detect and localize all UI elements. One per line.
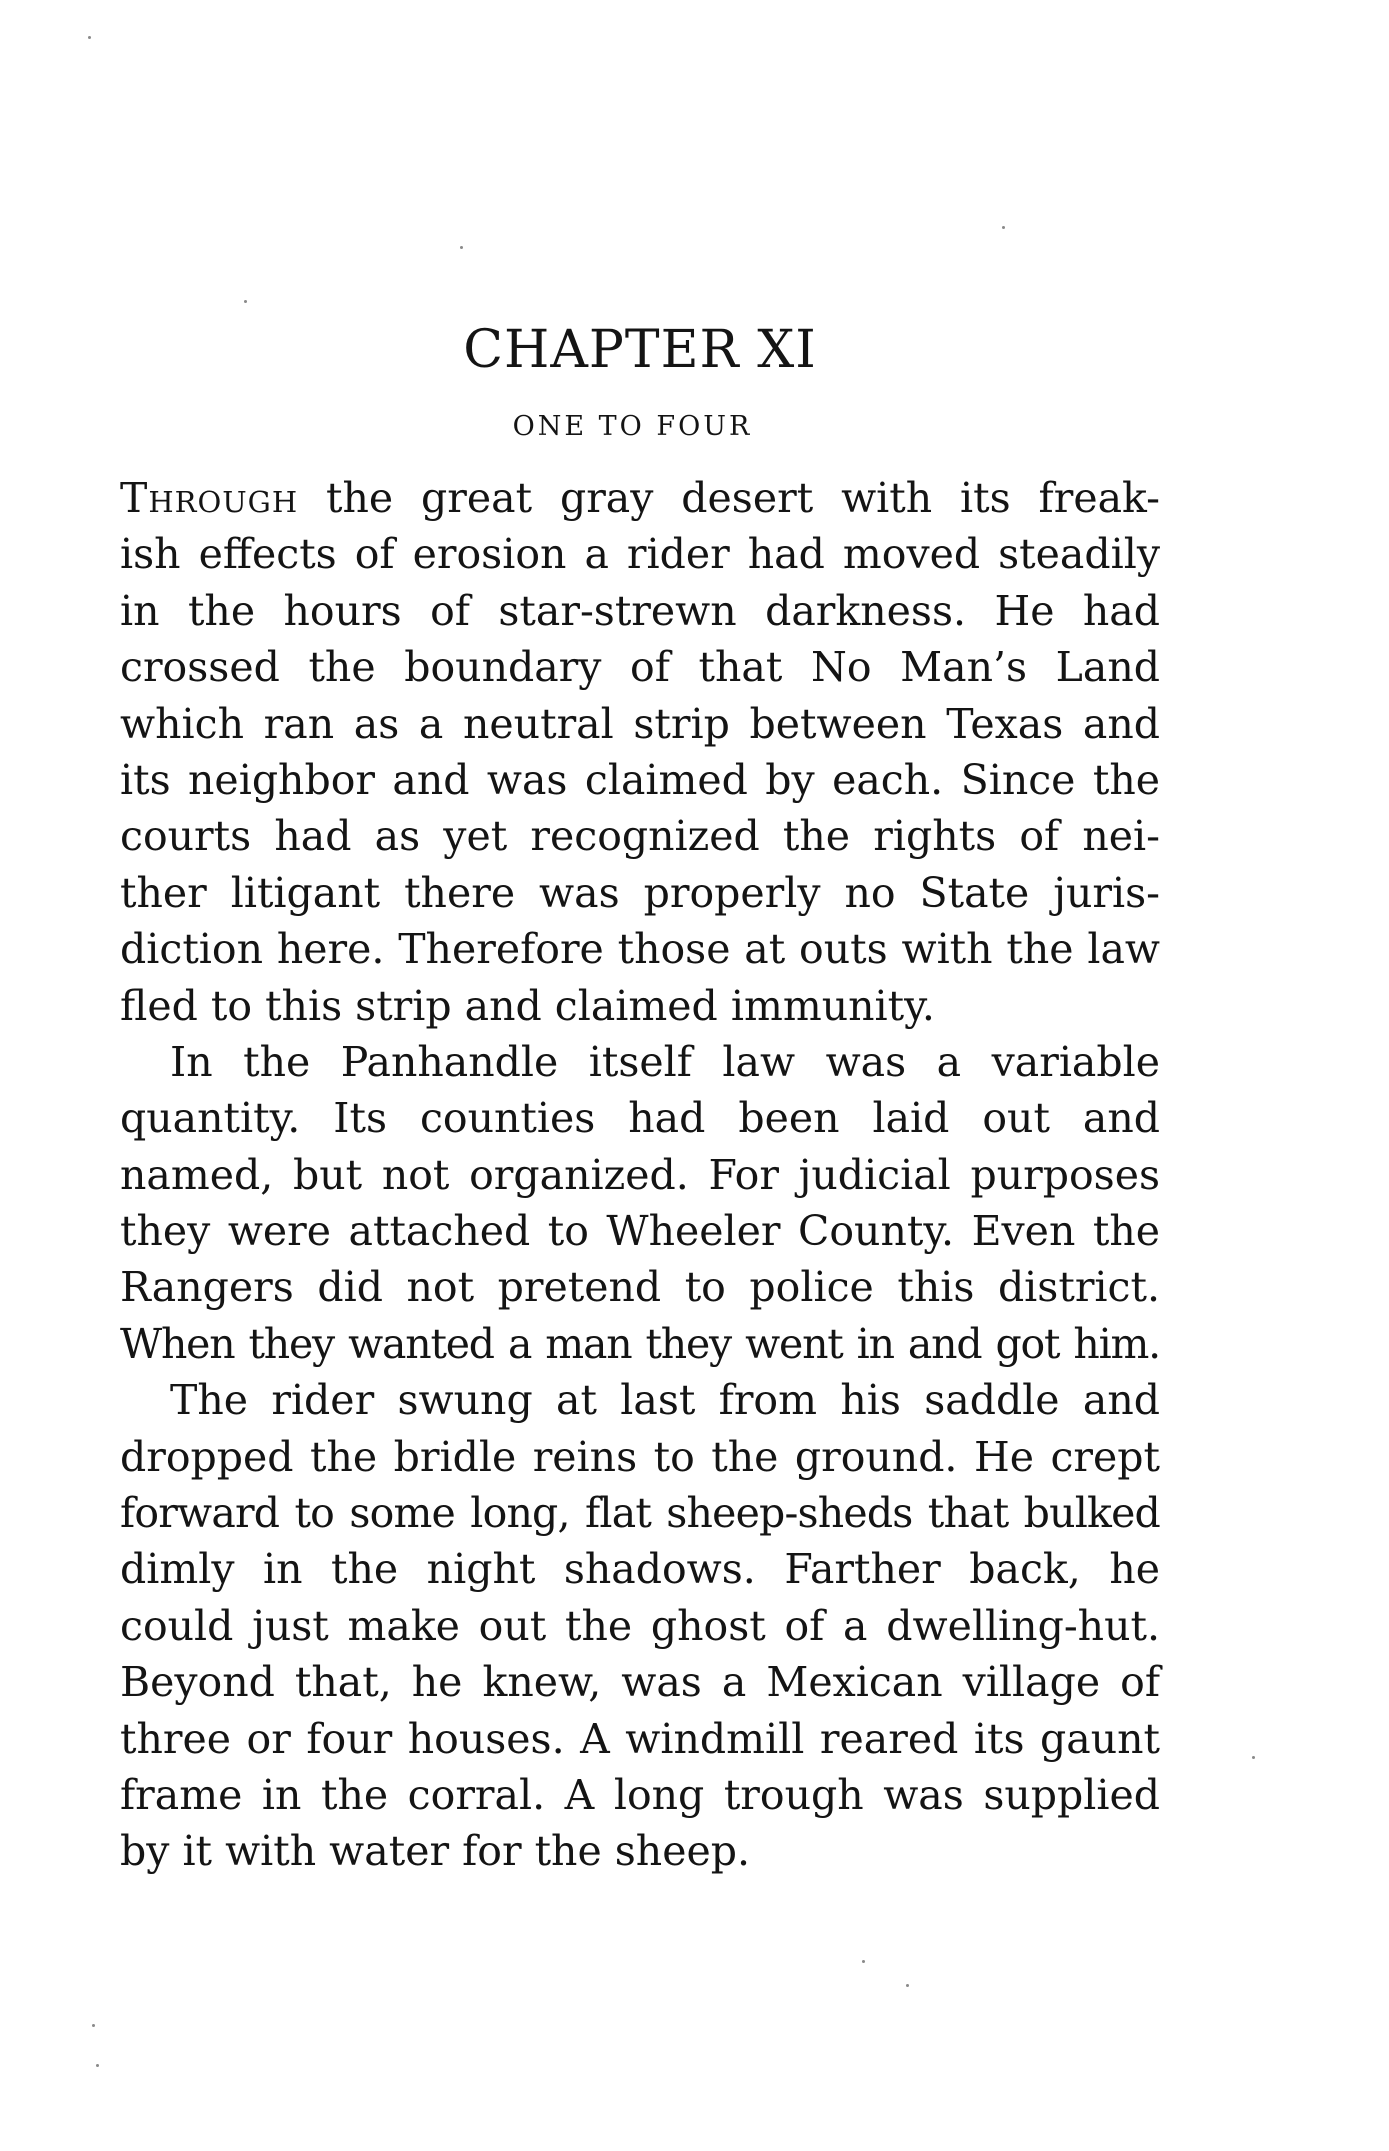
text-line: fled to this strip and claimed immunity.	[120, 981, 935, 1030]
text-line: which ran as a neutral strip between Texas and	[120, 699, 1160, 748]
chapter-subtitle: ONE TO FOUR	[512, 411, 753, 442]
paragraph-2	[120, 1034, 1160, 1372]
text-line: named, but not organized. For judicial purposes	[120, 1150, 1160, 1199]
text-line: crossed the boundary of that No Man’s Land	[120, 643, 1160, 692]
text-line: courts had as yet recognized the rights of nei-	[120, 812, 1160, 861]
text-line: they were attached to Wheeler County. Even the	[120, 1207, 1160, 1256]
text-line: forward to some long, flat sheep-sheds that bulked	[120, 1489, 1160, 1538]
text-line	[120, 470, 1160, 526]
chapter-title: CHAPTER XI	[463, 320, 817, 380]
scan-speck	[460, 246, 463, 249]
text-line: ther litigant there was properly no State juris-	[120, 868, 1160, 917]
text-line: diction here. Therefore those at outs with the law	[120, 925, 1160, 974]
scan-speck	[96, 2064, 99, 2067]
text-line: In the Panhandle itself law was a variable	[170, 1037, 1160, 1086]
scan-speck	[92, 2024, 95, 2027]
text-line: Beyond that, he knew, was a Mexican village of	[120, 1658, 1160, 1707]
scan-speck	[1002, 226, 1005, 229]
text-line: dropped the bridle reins to the ground. He crept	[120, 1432, 1160, 1481]
text-line-rest: the great gray desert with its freak-	[298, 474, 1160, 522]
scan-speck	[906, 1984, 909, 1987]
text-line: in the hours of star-strewn darkness. He had	[120, 586, 1160, 635]
text-line: three or four houses. A windmill reared its gaunt	[120, 1714, 1160, 1763]
scan-speck	[88, 36, 91, 39]
text-line: could just make out the ghost of a dwelling-hut.	[120, 1601, 1160, 1650]
paragraph-3	[120, 1372, 1160, 1880]
text-line: dimly in the night shadows. Farther back, he	[120, 1545, 1160, 1594]
scan-speck	[862, 1960, 865, 1963]
drop-lead-word: Through	[120, 474, 299, 522]
text-line: Rangers did not pretend to police this district.	[120, 1263, 1160, 1312]
text-line: When they wanted a man they went in and got him.	[120, 1319, 1160, 1368]
paragraph-1	[120, 470, 1160, 1034]
text-line: The rider swung at last from his saddle and	[170, 1376, 1160, 1425]
text-line: by it with water for the sheep.	[120, 1827, 751, 1876]
text-line: frame in the corral. A long trough was supplied	[120, 1770, 1160, 1819]
scan-speck	[244, 300, 247, 303]
text-line: ish effects of erosion a rider had moved steadily	[120, 530, 1160, 579]
chapter-body	[120, 470, 1160, 1880]
text-line: its neighbor and was claimed by each. Since the	[120, 755, 1160, 804]
scan-speck	[1252, 1756, 1255, 1759]
text-line: quantity. Its counties had been laid out and	[120, 1094, 1160, 1143]
